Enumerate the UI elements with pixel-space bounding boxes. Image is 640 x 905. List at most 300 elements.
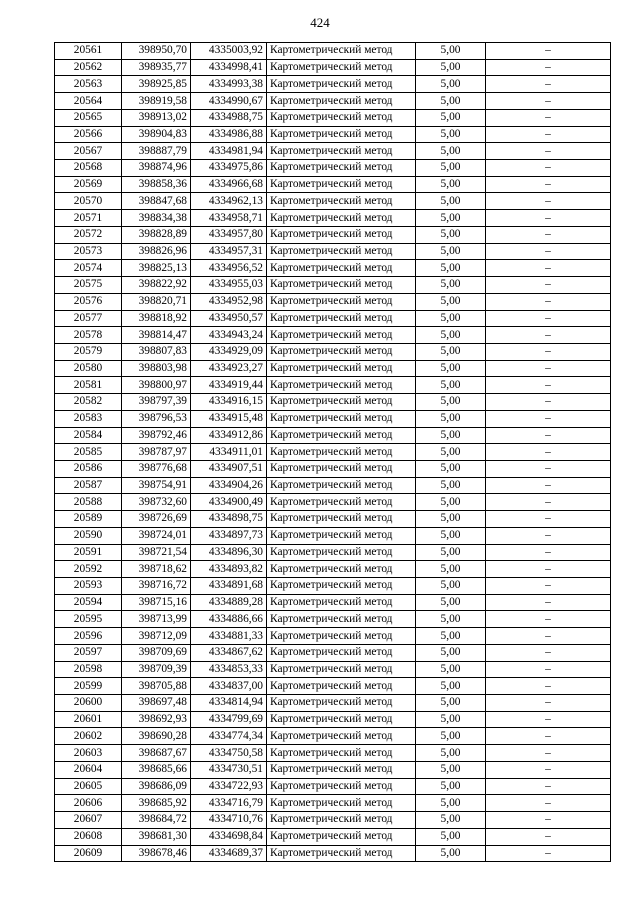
table-row: [55, 143, 611, 160]
table-row: [55, 544, 611, 561]
coordinate-y-cell: 4334898,75: [191, 511, 267, 528]
coordinate-x-cell: 398874,96: [122, 160, 191, 177]
coordinate-x-cell: 398820,71: [122, 293, 191, 310]
point-number-cell: 20587: [55, 477, 122, 494]
accuracy-value-cell: 5,00: [416, 527, 486, 544]
coordinate-x-cell: 398826,96: [122, 243, 191, 260]
coordinate-x-cell: 398709,39: [122, 661, 191, 678]
determination-method-cell: Картометрический метод: [267, 628, 416, 645]
table-row: [55, 410, 611, 427]
accuracy-value-cell: 5,00: [416, 444, 486, 461]
table-row: [55, 160, 611, 177]
point-number-cell: 20601: [55, 711, 122, 728]
coordinate-x-cell: 398681,30: [122, 828, 191, 845]
table-row: [55, 377, 611, 394]
table-row: [55, 59, 611, 76]
note-dash-cell: –: [486, 561, 611, 578]
coordinate-x-cell: 398935,77: [122, 59, 191, 76]
note-dash-cell: –: [486, 93, 611, 110]
table-row: [55, 210, 611, 227]
table-row: [55, 93, 611, 110]
coordinate-x-cell: 398726,69: [122, 511, 191, 528]
coordinate-y-cell: 4334981,94: [191, 143, 267, 160]
note-dash-cell: –: [486, 343, 611, 360]
table-row: [55, 795, 611, 812]
table-row: [55, 277, 611, 294]
coordinate-y-cell: 4334698,84: [191, 828, 267, 845]
table-row: [55, 109, 611, 126]
accuracy-value-cell: 5,00: [416, 176, 486, 193]
determination-method-cell: Картометрический метод: [267, 761, 416, 778]
table-row: [55, 828, 611, 845]
determination-method-cell: Картометрический метод: [267, 695, 416, 712]
note-dash-cell: –: [486, 477, 611, 494]
accuracy-value-cell: 5,00: [416, 594, 486, 611]
determination-method-cell: Картометрический метод: [267, 394, 416, 411]
coordinate-x-cell: 398715,16: [122, 594, 191, 611]
note-dash-cell: –: [486, 160, 611, 177]
accuracy-value-cell: 5,00: [416, 59, 486, 76]
coordinate-x-cell: 398709,69: [122, 644, 191, 661]
point-number-cell: 20598: [55, 661, 122, 678]
coordinate-x-cell: 398678,46: [122, 845, 191, 862]
accuracy-value-cell: 5,00: [416, 761, 486, 778]
coordinate-y-cell: 4334988,75: [191, 109, 267, 126]
accuracy-value-cell: 5,00: [416, 260, 486, 277]
coordinate-y-cell: 4334907,51: [191, 460, 267, 477]
point-number-cell: 20583: [55, 410, 122, 427]
accuracy-value-cell: 5,00: [416, 795, 486, 812]
coordinate-y-cell: 4334799,69: [191, 711, 267, 728]
point-number-cell: 20562: [55, 59, 122, 76]
note-dash-cell: –: [486, 394, 611, 411]
table-row: [55, 477, 611, 494]
coordinate-y-cell: 4334943,24: [191, 327, 267, 344]
point-number-cell: 20582: [55, 394, 122, 411]
note-dash-cell: –: [486, 611, 611, 628]
accuracy-value-cell: 5,00: [416, 109, 486, 126]
coordinate-y-cell: 4334990,67: [191, 93, 267, 110]
note-dash-cell: –: [486, 377, 611, 394]
accuracy-value-cell: 5,00: [416, 728, 486, 745]
table-row: [55, 360, 611, 377]
accuracy-value-cell: 5,00: [416, 845, 486, 862]
note-dash-cell: –: [486, 193, 611, 210]
determination-method-cell: Картометрический метод: [267, 444, 416, 461]
coordinate-y-cell: 4334998,41: [191, 59, 267, 76]
point-number-cell: 20566: [55, 126, 122, 143]
table-row: [55, 193, 611, 210]
point-number-cell: 20586: [55, 460, 122, 477]
coordinate-y-cell: 4334950,57: [191, 310, 267, 327]
coordinate-y-cell: 4334915,48: [191, 410, 267, 427]
table-row: [55, 343, 611, 360]
accuracy-value-cell: 5,00: [416, 93, 486, 110]
accuracy-value-cell: 5,00: [416, 494, 486, 511]
coordinate-x-cell: 398887,79: [122, 143, 191, 160]
coordinate-x-cell: 398858,36: [122, 176, 191, 193]
note-dash-cell: –: [486, 310, 611, 327]
point-number-cell: 20580: [55, 360, 122, 377]
determination-method-cell: Картометрический метод: [267, 43, 416, 60]
coordinate-x-cell: 398712,09: [122, 628, 191, 645]
table-row: [55, 327, 611, 344]
note-dash-cell: –: [486, 678, 611, 695]
point-number-cell: 20591: [55, 544, 122, 561]
point-number-cell: 20600: [55, 695, 122, 712]
accuracy-value-cell: 5,00: [416, 277, 486, 294]
note-dash-cell: –: [486, 578, 611, 595]
note-dash-cell: –: [486, 527, 611, 544]
accuracy-value-cell: 5,00: [416, 410, 486, 427]
coordinate-x-cell: 398807,83: [122, 343, 191, 360]
coordinate-x-cell: 398690,28: [122, 728, 191, 745]
determination-method-cell: Картометрический метод: [267, 544, 416, 561]
coordinate-x-cell: 398828,89: [122, 226, 191, 243]
point-number-cell: 20592: [55, 561, 122, 578]
coordinate-y-cell: 4334886,66: [191, 611, 267, 628]
point-number-cell: 20564: [55, 93, 122, 110]
accuracy-value-cell: 5,00: [416, 477, 486, 494]
accuracy-value-cell: 5,00: [416, 226, 486, 243]
table-row: [55, 444, 611, 461]
determination-method-cell: Картометрический метод: [267, 226, 416, 243]
coordinate-x-cell: 398792,46: [122, 427, 191, 444]
table-row: [55, 578, 611, 595]
coordinate-x-cell: 398925,85: [122, 76, 191, 93]
determination-method-cell: Картометрический метод: [267, 427, 416, 444]
coordinate-x-cell: 398724,01: [122, 527, 191, 544]
note-dash-cell: –: [486, 410, 611, 427]
coordinate-y-cell: 4334710,76: [191, 812, 267, 829]
coordinate-x-cell: 398685,66: [122, 761, 191, 778]
coordinate-y-cell: 4334893,82: [191, 561, 267, 578]
table-row: [55, 728, 611, 745]
coordinate-x-cell: 398825,13: [122, 260, 191, 277]
coordinate-x-cell: 398686,09: [122, 778, 191, 795]
point-number-cell: 20572: [55, 226, 122, 243]
determination-method-cell: Картометрический метод: [267, 310, 416, 327]
determination-method-cell: Картометрический метод: [267, 812, 416, 829]
point-number-cell: 20581: [55, 377, 122, 394]
note-dash-cell: –: [486, 728, 611, 745]
note-dash-cell: –: [486, 59, 611, 76]
accuracy-value-cell: 5,00: [416, 143, 486, 160]
point-number-cell: 20574: [55, 260, 122, 277]
point-number-cell: 20596: [55, 628, 122, 645]
table-row: [55, 678, 611, 695]
determination-method-cell: Картометрический метод: [267, 260, 416, 277]
coordinate-y-cell: 4334689,37: [191, 845, 267, 862]
accuracy-value-cell: 5,00: [416, 193, 486, 210]
coordinate-y-cell: 4334904,26: [191, 477, 267, 494]
note-dash-cell: –: [486, 126, 611, 143]
note-dash-cell: –: [486, 845, 611, 862]
coordinate-y-cell: 4334916,15: [191, 394, 267, 411]
accuracy-value-cell: 5,00: [416, 427, 486, 444]
accuracy-value-cell: 5,00: [416, 126, 486, 143]
coordinate-y-cell: 4334958,71: [191, 210, 267, 227]
table-row: [55, 561, 611, 578]
determination-method-cell: Картометрический метод: [267, 377, 416, 394]
determination-method-cell: Картометрический метод: [267, 477, 416, 494]
note-dash-cell: –: [486, 210, 611, 227]
determination-method-cell: Картометрический метод: [267, 594, 416, 611]
determination-method-cell: Картометрический метод: [267, 360, 416, 377]
coordinate-x-cell: 398818,92: [122, 310, 191, 327]
determination-method-cell: Картометрический метод: [267, 611, 416, 628]
accuracy-value-cell: 5,00: [416, 327, 486, 344]
coordinate-y-cell: 4334730,51: [191, 761, 267, 778]
point-number-cell: 20568: [55, 160, 122, 177]
determination-method-cell: Картометрический метод: [267, 561, 416, 578]
point-number-cell: 20589: [55, 511, 122, 528]
coordinate-x-cell: 398705,88: [122, 678, 191, 695]
note-dash-cell: –: [486, 594, 611, 611]
determination-method-cell: Картометрический метод: [267, 143, 416, 160]
accuracy-value-cell: 5,00: [416, 778, 486, 795]
determination-method-cell: Картометрический метод: [267, 176, 416, 193]
table-row: [55, 460, 611, 477]
table-row: [55, 76, 611, 93]
coordinate-y-cell: 4334962,13: [191, 193, 267, 210]
table-row: [55, 611, 611, 628]
accuracy-value-cell: 5,00: [416, 460, 486, 477]
point-number-cell: 20579: [55, 343, 122, 360]
note-dash-cell: –: [486, 695, 611, 712]
coordinate-y-cell: 4334911,01: [191, 444, 267, 461]
table-row: [55, 661, 611, 678]
determination-method-cell: Картометрический метод: [267, 678, 416, 695]
table-row: [55, 427, 611, 444]
table-row: [55, 845, 611, 862]
note-dash-cell: –: [486, 828, 611, 845]
determination-method-cell: Картометрический метод: [267, 277, 416, 294]
coordinate-x-cell: 398834,38: [122, 210, 191, 227]
coordinate-x-cell: 398687,67: [122, 745, 191, 762]
determination-method-cell: Картометрический метод: [267, 93, 416, 110]
table-row: [55, 527, 611, 544]
coordinate-y-cell: 4334837,00: [191, 678, 267, 695]
coordinate-y-cell: 4335003,92: [191, 43, 267, 60]
coordinate-y-cell: 4334814,94: [191, 695, 267, 712]
determination-method-cell: Картометрический метод: [267, 845, 416, 862]
determination-method-cell: Картометрический метод: [267, 327, 416, 344]
note-dash-cell: –: [486, 76, 611, 93]
determination-method-cell: Картометрический метод: [267, 795, 416, 812]
note-dash-cell: –: [486, 226, 611, 243]
accuracy-value-cell: 5,00: [416, 210, 486, 227]
coordinate-x-cell: 398950,70: [122, 43, 191, 60]
determination-method-cell: Картометрический метод: [267, 527, 416, 544]
note-dash-cell: –: [486, 644, 611, 661]
point-number-cell: 20608: [55, 828, 122, 845]
table-row: [55, 243, 611, 260]
determination-method-cell: Картометрический метод: [267, 511, 416, 528]
coordinate-x-cell: 398913,02: [122, 109, 191, 126]
point-number-cell: 20567: [55, 143, 122, 160]
table-row: [55, 310, 611, 327]
accuracy-value-cell: 5,00: [416, 310, 486, 327]
coordinate-y-cell: 4334900,49: [191, 494, 267, 511]
determination-method-cell: Картометрический метод: [267, 661, 416, 678]
coordinate-y-cell: 4334956,52: [191, 260, 267, 277]
note-dash-cell: –: [486, 711, 611, 728]
coordinate-y-cell: 4334957,80: [191, 226, 267, 243]
determination-method-cell: Картометрический метод: [267, 243, 416, 260]
coordinate-y-cell: 4334993,38: [191, 76, 267, 93]
determination-method-cell: Картометрический метод: [267, 494, 416, 511]
coordinate-x-cell: 398716,72: [122, 578, 191, 595]
point-number-cell: 20573: [55, 243, 122, 260]
coordinate-y-cell: 4334929,09: [191, 343, 267, 360]
accuracy-value-cell: 5,00: [416, 611, 486, 628]
point-number-cell: 20606: [55, 795, 122, 812]
point-number-cell: 20609: [55, 845, 122, 862]
accuracy-value-cell: 5,00: [416, 561, 486, 578]
coordinate-x-cell: 398718,62: [122, 561, 191, 578]
point-number-cell: 20571: [55, 210, 122, 227]
determination-method-cell: Картометрический метод: [267, 193, 416, 210]
point-number-cell: 20576: [55, 293, 122, 310]
note-dash-cell: –: [486, 327, 611, 344]
coordinate-x-cell: 398692,93: [122, 711, 191, 728]
determination-method-cell: Картометрический метод: [267, 160, 416, 177]
table-row: [55, 43, 611, 60]
note-dash-cell: –: [486, 778, 611, 795]
determination-method-cell: Картометрический метод: [267, 828, 416, 845]
accuracy-value-cell: 5,00: [416, 644, 486, 661]
coordinate-y-cell: 4334889,28: [191, 594, 267, 611]
accuracy-value-cell: 5,00: [416, 360, 486, 377]
coordinate-y-cell: 4334897,73: [191, 527, 267, 544]
point-number-cell: 20599: [55, 678, 122, 695]
table-row: [55, 260, 611, 277]
table-row: [55, 812, 611, 829]
determination-method-cell: Картометрический метод: [267, 460, 416, 477]
coordinate-x-cell: 398822,92: [122, 277, 191, 294]
determination-method-cell: Картометрический метод: [267, 711, 416, 728]
table-row: [55, 628, 611, 645]
point-number-cell: 20602: [55, 728, 122, 745]
note-dash-cell: –: [486, 277, 611, 294]
coordinate-x-cell: 398904,83: [122, 126, 191, 143]
coordinate-x-cell: 398814,47: [122, 327, 191, 344]
accuracy-value-cell: 5,00: [416, 628, 486, 645]
point-number-cell: 20569: [55, 176, 122, 193]
table-row: [55, 695, 611, 712]
point-number-cell: 20577: [55, 310, 122, 327]
coordinate-y-cell: 4334912,86: [191, 427, 267, 444]
point-number-cell: 20593: [55, 578, 122, 595]
accuracy-value-cell: 5,00: [416, 695, 486, 712]
coordinate-y-cell: 4334955,03: [191, 277, 267, 294]
coordinate-y-cell: 4334774,34: [191, 728, 267, 745]
note-dash-cell: –: [486, 176, 611, 193]
point-number-cell: 20594: [55, 594, 122, 611]
point-number-cell: 20570: [55, 193, 122, 210]
coordinate-x-cell: 398713,99: [122, 611, 191, 628]
coordinate-y-cell: 4334722,93: [191, 778, 267, 795]
note-dash-cell: –: [486, 360, 611, 377]
note-dash-cell: –: [486, 43, 611, 60]
table-row: [55, 511, 611, 528]
point-number-cell: 20561: [55, 43, 122, 60]
determination-method-cell: Картометрический метод: [267, 76, 416, 93]
coordinate-y-cell: 4334881,33: [191, 628, 267, 645]
determination-method-cell: Картометрический метод: [267, 778, 416, 795]
note-dash-cell: –: [486, 745, 611, 762]
determination-method-cell: Картометрический метод: [267, 644, 416, 661]
note-dash-cell: –: [486, 511, 611, 528]
determination-method-cell: Картометрический метод: [267, 578, 416, 595]
coordinate-x-cell: 398800,97: [122, 377, 191, 394]
point-number-cell: 20585: [55, 444, 122, 461]
note-dash-cell: –: [486, 628, 611, 645]
coordinate-x-cell: 398754,91: [122, 477, 191, 494]
note-dash-cell: –: [486, 761, 611, 778]
table-row: [55, 778, 611, 795]
accuracy-value-cell: 5,00: [416, 43, 486, 60]
table-row: [55, 594, 611, 611]
coordinate-y-cell: 4334716,79: [191, 795, 267, 812]
determination-method-cell: Картометрический метод: [267, 126, 416, 143]
table-row: [55, 293, 611, 310]
point-number-cell: 20565: [55, 109, 122, 126]
note-dash-cell: –: [486, 460, 611, 477]
coordinate-y-cell: 4334957,31: [191, 243, 267, 260]
coordinate-x-cell: 398685,92: [122, 795, 191, 812]
accuracy-value-cell: 5,00: [416, 828, 486, 845]
coordinates-table-body: [55, 43, 611, 862]
note-dash-cell: –: [486, 661, 611, 678]
note-dash-cell: –: [486, 260, 611, 277]
accuracy-value-cell: 5,00: [416, 377, 486, 394]
determination-method-cell: Картометрический метод: [267, 343, 416, 360]
coordinate-y-cell: 4334891,68: [191, 578, 267, 595]
table-row: [55, 745, 611, 762]
point-number-cell: 20595: [55, 611, 122, 628]
determination-method-cell: Картометрический метод: [267, 745, 416, 762]
point-number-cell: 20575: [55, 277, 122, 294]
coordinate-y-cell: 4334919,44: [191, 377, 267, 394]
coordinate-x-cell: 398684,72: [122, 812, 191, 829]
page-number: 424: [310, 15, 330, 30]
accuracy-value-cell: 5,00: [416, 511, 486, 528]
coordinate-x-cell: 398787,97: [122, 444, 191, 461]
table-row: [55, 226, 611, 243]
coordinate-y-cell: 4334853,33: [191, 661, 267, 678]
coordinate-x-cell: 398919,58: [122, 93, 191, 110]
accuracy-value-cell: 5,00: [416, 745, 486, 762]
coordinate-y-cell: 4334896,30: [191, 544, 267, 561]
table-row: [55, 494, 611, 511]
determination-method-cell: Картометрический метод: [267, 293, 416, 310]
coordinate-x-cell: 398797,39: [122, 394, 191, 411]
table-row: [55, 761, 611, 778]
coordinate-x-cell: 398732,60: [122, 494, 191, 511]
note-dash-cell: –: [486, 795, 611, 812]
coordinate-y-cell: 4334923,27: [191, 360, 267, 377]
determination-method-cell: Картометрический метод: [267, 728, 416, 745]
determination-method-cell: Картометрический метод: [267, 59, 416, 76]
coordinate-y-cell: 4334750,58: [191, 745, 267, 762]
accuracy-value-cell: 5,00: [416, 76, 486, 93]
coordinates-table: [54, 42, 611, 862]
coordinate-x-cell: 398847,68: [122, 193, 191, 210]
point-number-cell: 20607: [55, 812, 122, 829]
note-dash-cell: –: [486, 293, 611, 310]
